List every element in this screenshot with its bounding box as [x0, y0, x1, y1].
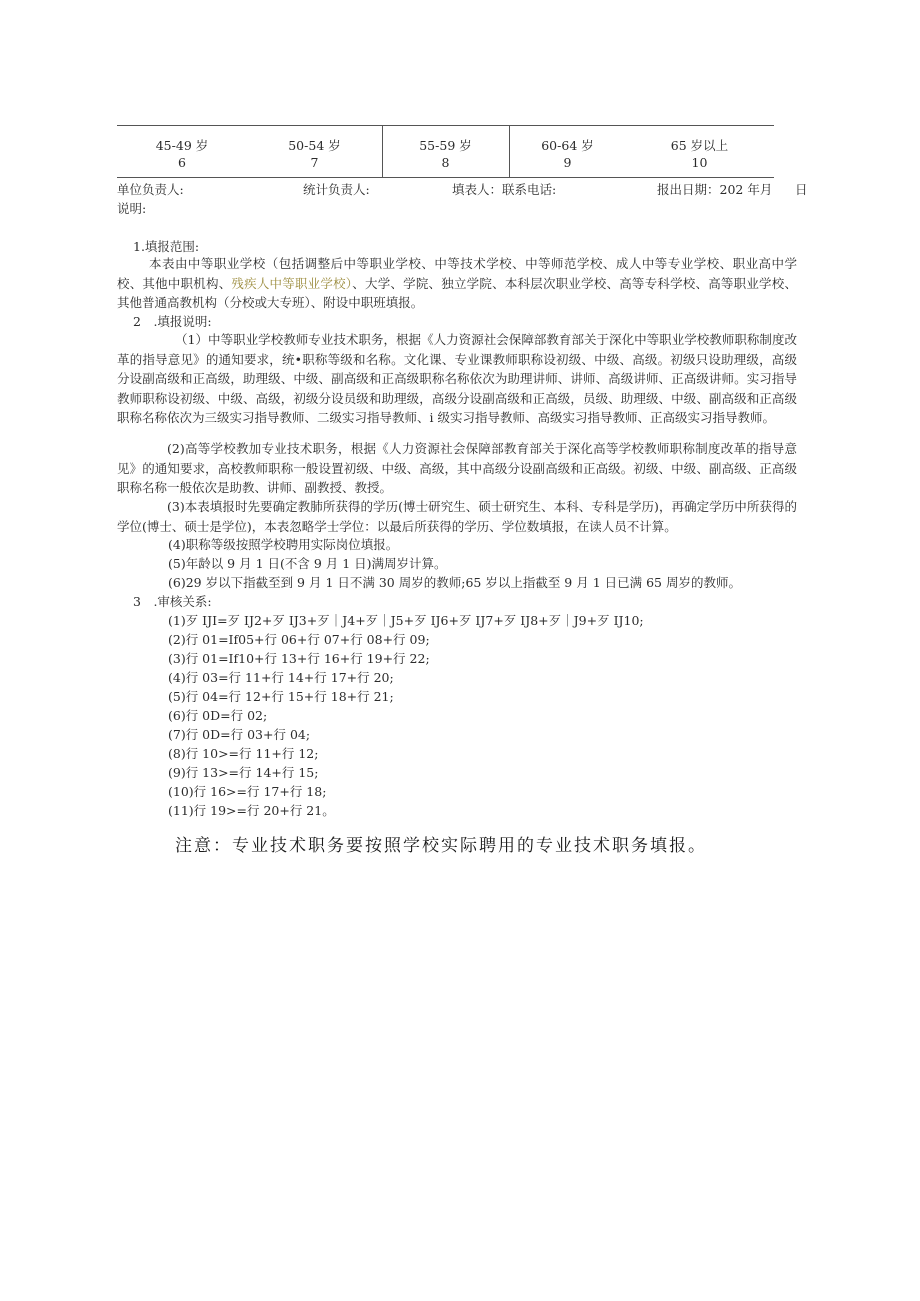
age-group-table [117, 125, 774, 178]
age-label: 55-59 岁 [419, 138, 472, 153]
age-code: 8 [441, 155, 450, 170]
section2-p4: (4)职称等级按照学校聘用实际岗位填报。 [168, 537, 399, 552]
age-cell-65-plus [625, 126, 774, 177]
section2-p1: （1）中等职业学校教师专业技术职务，根据《人力资源社会保障部教育部关于深化中等职业学校教师职称制度改革的指导意见》的通知要求，统•职称等级和名称。文化课、专业课教师职称设初级、中级、高级。初级只设助理级，高级分设副高级和正高级，助理级、中级、副高级和正高级职称名称依次为助理讲师、讲师、高级讲师、正高级讲师。实习指导教师职称设初级、中级、高级，初级分设员级和助理级，高级分设副高级和正高级，员级、助理级、中级、副高级和正高级职称名称依次为三级实习指导教师、二级实习指导教师、i 级实习指导教师、高级实习指导教师、正高级实习指导教师。 [117, 332, 797, 425]
age-code: 10 [691, 155, 708, 170]
audit-rule: (9)行 13>=行 14+行 15; [168, 765, 319, 780]
audit-rule: (6)行 0D=行 02; [168, 708, 268, 723]
section3-heading: 3 .审核关系: [133, 594, 212, 609]
age-code: 6 [178, 155, 186, 170]
unit-head-label: 单位负责人: [117, 182, 184, 197]
audit-rule: (3)行 01=If10+行 13+行 16+行 19+行 22; [168, 651, 430, 666]
audit-rule: (8)行 10>=行 11+行 12; [168, 746, 319, 761]
section2-p3: (3)本表填报时先要确定教肺所获得的学历(博士研究生、硕士研究生、本科、专科是学历)，再确定学历中所获得的学位(博士、硕士是学位)，本表忽略学士学位：以最后所获得的学历、学位数填报，在读人员不计算。 [117, 499, 797, 534]
age-code: 9 [563, 155, 572, 170]
filler-label: 填表人：联系电话: [452, 182, 557, 197]
section2-p2: (2)高等学校教加专业技术职务，根据《人力资源社会保障部教育部关于深化高等学校教师职称制度改革的指导意见》的通知要求，高校教师职称一般设置初级、中级、高级，其中高级分设副高级和正高级。初级、中级、副高级、正高级职称名称一般依次是助教、讲师、副教授、教授。 [117, 441, 797, 495]
report-day-label: 日 [795, 182, 808, 197]
audit-rule: (11)行 19>=行 20+行 21。 [168, 803, 335, 818]
notes-label: 说明: [117, 201, 147, 216]
section2-p5: (5)年龄以 9 月 1 日(不含 9 月 1 日)满周岁计算。 [168, 556, 447, 571]
age-label: 45-49 岁 [155, 138, 209, 153]
audit-rule: (1)歹 IJI=歹 IJ2+歹 IJ3+歹｜J4+歹｜J5+歹 IJ6+歹 IJ7+歹 IJ8+歹｜J9+歹 IJ10; [168, 613, 644, 628]
audit-rule: (4)行 03=行 11+行 14+行 17+行 20; [168, 670, 394, 685]
age-label: 65 岁以上 [670, 138, 729, 153]
audit-rule: (2)行 01=If05+行 06+行 07+行 08+行 09; [168, 632, 430, 647]
section2-p6: (6)29 岁以下指截至到 9 月 1 日不满 30 周岁的教师;65 岁以上指截至 9 月 1 日已满 65 周岁的教师。 [168, 575, 741, 590]
audit-rule: (10)行 16>=行 17+行 18; [168, 784, 327, 799]
section1-highlight: 残疾人中等职业学校） [231, 275, 353, 291]
age-cell-45-49 [117, 126, 247, 177]
audit-rule: (5)行 04=行 12+行 15+行 18+行 21; [168, 689, 394, 704]
age-cell-50-54 [247, 126, 382, 177]
age-label: 50-54 岁 [288, 138, 341, 153]
attention-note: 注意：专业技术职务要按照学校实际聘用的专业技术职务填报。 [175, 836, 707, 856]
audit-rule: (7)行 0D=行 03+行 04; [168, 727, 311, 742]
section1-text-a: 本表由中等职业学校（包括调整后中等职业学校、中等技术学校、中等师范学校、成人中等专业学校、职业高中学校、其他中职机构、 [117, 256, 797, 291]
section1-text-b: 、大学、学院、独立学院、本科层次职业学校、高等专科学校、高等职业学校、其他普通高教机构（分校或大专班）、附设中职班填报。 [117, 275, 797, 310]
stat-head-label: 统计负责人: [303, 182, 370, 197]
section2-heading: 2 .填报说明: [133, 314, 212, 329]
report-date-label: 报出日期：202 年月 [657, 182, 773, 197]
age-cell-60-64 [510, 126, 625, 177]
section1-heading: 1.填报范围: [133, 239, 200, 254]
age-code: 7 [310, 155, 319, 170]
age-label: 60-64 岁 [541, 138, 594, 153]
section1-text [117, 254, 797, 313]
age-cell-55-59 [383, 126, 508, 177]
